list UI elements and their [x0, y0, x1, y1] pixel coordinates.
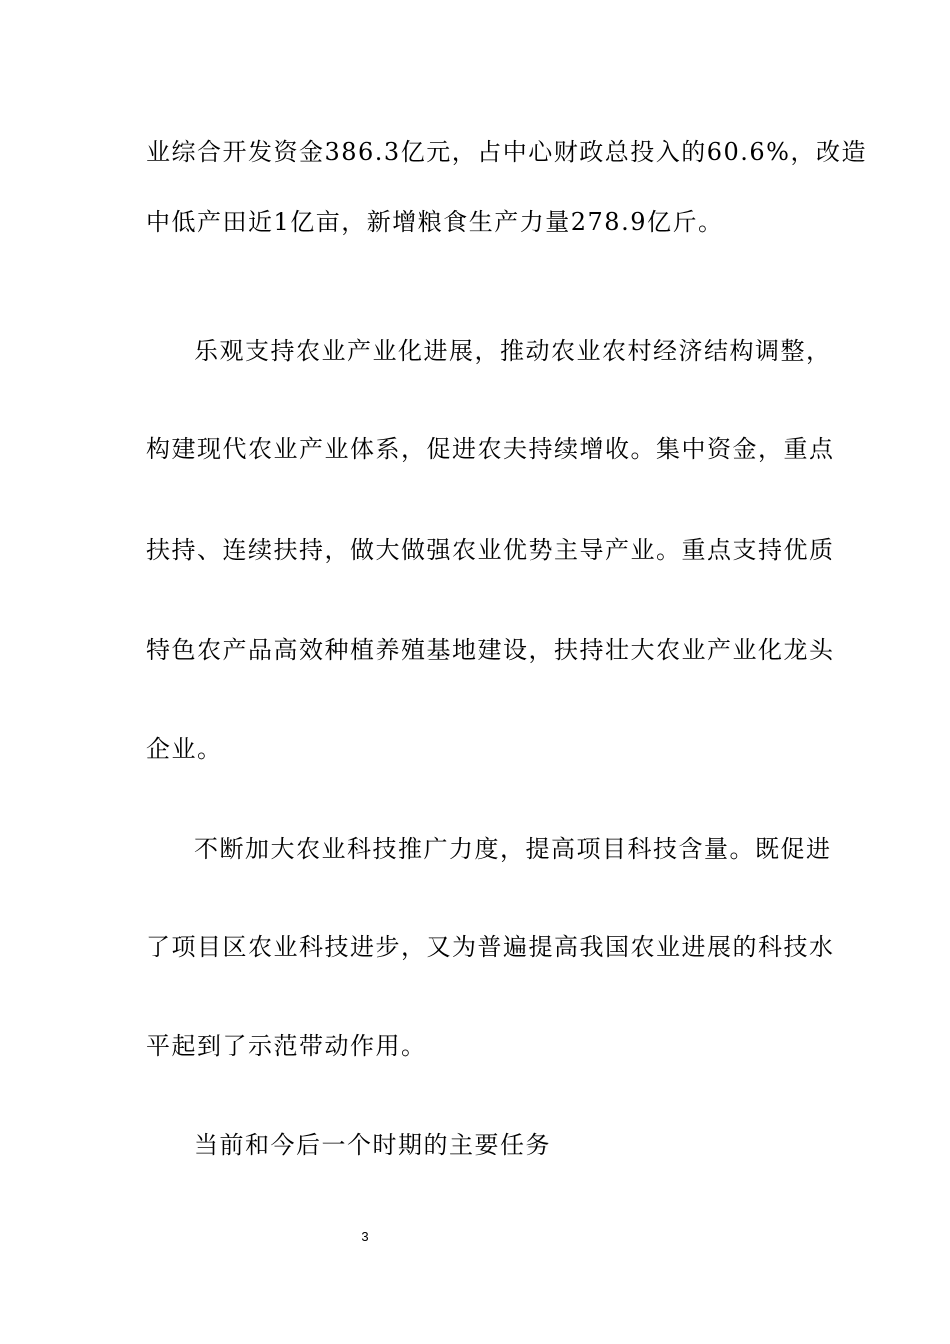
paragraph-line: 业综合开发资金386.3亿元，占中心财政总投入的60.6%，改造 — [146, 138, 867, 166]
paragraph-line: 了项目区农业科技进步，又为普遍提高我国农业进展的科技水 — [146, 933, 835, 961]
paragraph-line: 构建现代农业产业体系，促进农夫持续增收。集中资金，重点 — [146, 435, 835, 463]
paragraph-line: 乐观支持农业产业化进展，推动农业农村经济结构调整， — [194, 337, 832, 365]
paragraph-line: 企业。 — [146, 735, 223, 763]
paragraph-line: 扶持、连续扶持，做大做强农业优势主导产业。重点支持优质 — [146, 536, 835, 564]
paragraph-line: 平起到了示范带动作用。 — [146, 1032, 427, 1060]
paragraph-line: 特色农产品高效种植养殖基地建设，扶持壮大农业产业化龙头 — [146, 636, 835, 664]
section-heading: 当前和今后一个时期的主要任务 — [194, 1131, 551, 1159]
paragraph-line: 不断加大农业科技推广力度，提高项目科技含量。既促进 — [194, 835, 832, 863]
paragraph-line: 中低产田近1亿亩，新增粮食生产力量278.9亿斤。 — [146, 208, 724, 236]
page-number: 3 — [361, 1229, 369, 1244]
